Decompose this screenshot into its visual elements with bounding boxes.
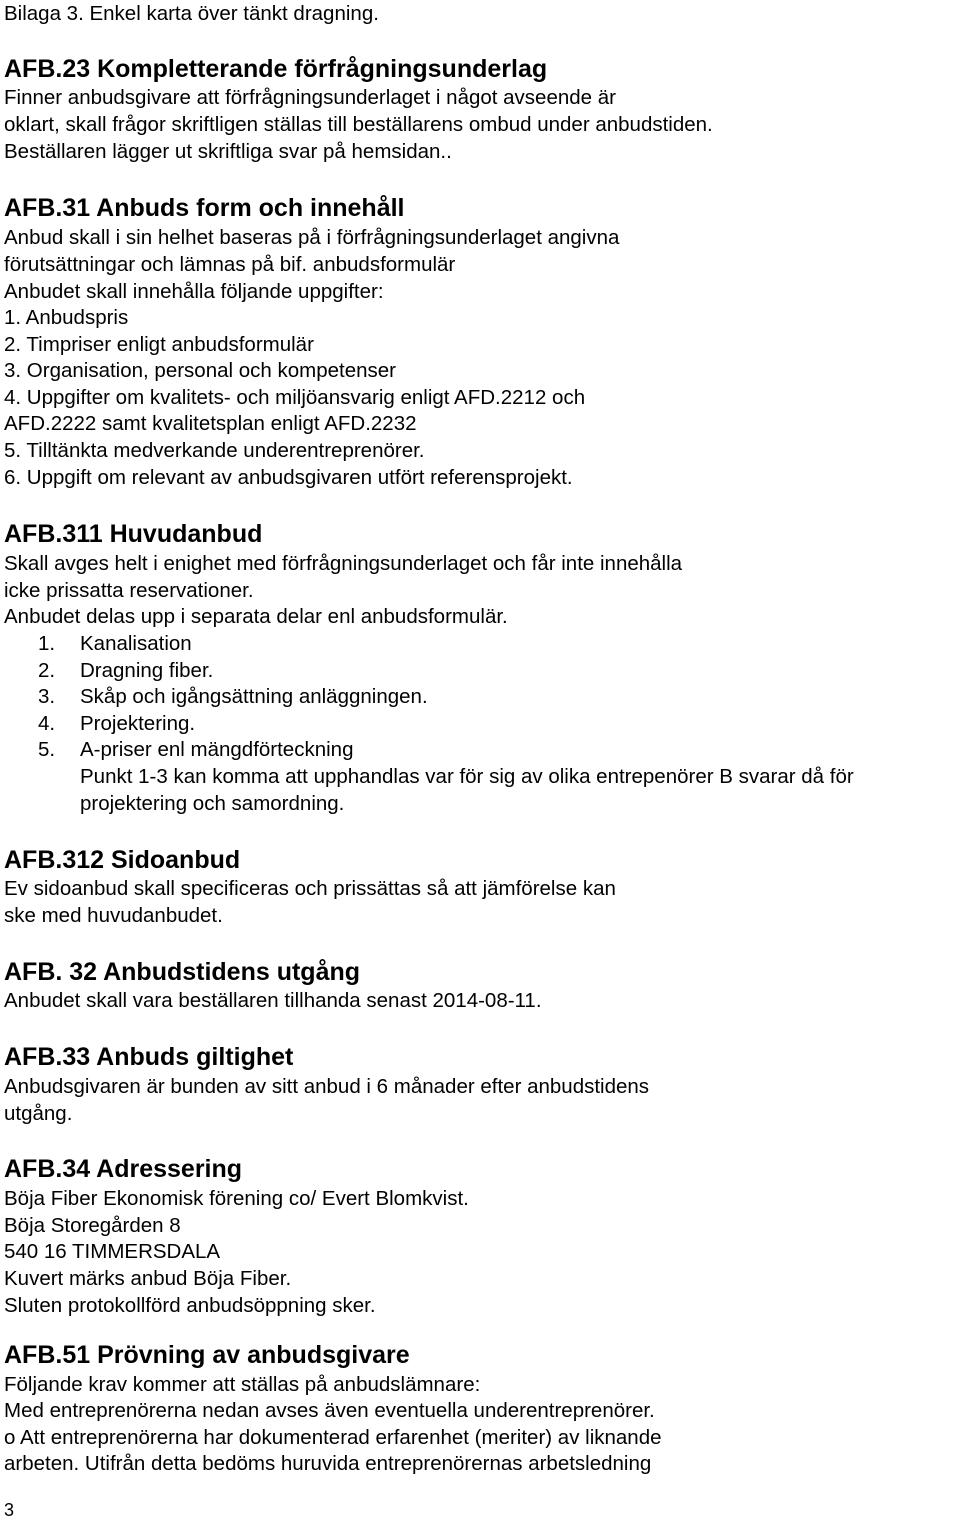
- section-heading-afb312: AFB.312 Sidoanbud: [4, 846, 241, 874]
- body-line: utgång.: [4, 1102, 73, 1125]
- section-heading-afb51: AFB.51 Prövning av anbudsgivare: [4, 1341, 410, 1369]
- body-line: Sluten protokollförd anbudsöppning sker.: [4, 1294, 376, 1317]
- address-line: 540 16 TIMMERSDALA: [4, 1240, 221, 1263]
- list-item: 3. Organisation, personal och kompetenser: [4, 359, 397, 382]
- list-number: 3.: [38, 685, 56, 708]
- body-line: arbeten. Utifrån detta bedöms huruvida entreprenörernas arbetsledning: [4, 1452, 652, 1475]
- list-item: Dragning fiber.: [80, 659, 214, 682]
- body-line: Med entreprenörerna nedan avses även eventuella underentreprenörer.: [4, 1399, 655, 1422]
- list-number: 1.: [38, 632, 56, 655]
- body-line: o Att entreprenörerna har dokumenterad erfarenhet (meriter) av liknande: [4, 1426, 662, 1449]
- list-item: AFD.2222 samt kvalitetsplan enligt AFD.2232: [4, 412, 417, 435]
- list-item: 2. Timpriser enligt anbudsformulär: [4, 333, 314, 356]
- list-number: 2.: [38, 659, 56, 682]
- body-line: Ev sidoanbud skall specificeras och prissättas så att jämförelse kan: [4, 877, 616, 900]
- body-line: Följande krav kommer att ställas på anbudslämnare:: [4, 1373, 481, 1396]
- list-item: 5. Tilltänkta medverkande underentreprenörer.: [4, 439, 425, 462]
- page-number: 3: [4, 1500, 15, 1520]
- body-line: Anbudet skall innehålla följande uppgifter:: [4, 280, 384, 303]
- list-item: Skåp och igångsättning anläggningen.: [80, 685, 428, 708]
- body-line: förutsättningar och lämnas på bif. anbudsformulär: [4, 253, 456, 276]
- address-line: Böja Fiber Ekonomisk förening co/ Evert Blomkvist.: [4, 1187, 469, 1210]
- list-item: Kanalisation: [80, 632, 192, 655]
- address-line: Böja Storegården 8: [4, 1214, 181, 1237]
- section-heading-afb33: AFB.33 Anbuds giltighet: [4, 1043, 294, 1071]
- section-heading-afb32: AFB. 32 Anbudstidens utgång: [4, 958, 361, 986]
- section-heading-afb34: AFB.34 Adressering: [4, 1155, 243, 1183]
- list-item: 1. Anbudspris: [4, 306, 129, 329]
- body-line: Finner anbudsgivare att förfrågningsunderlaget i något avseende är: [4, 86, 616, 109]
- body-line: Anbudsgivaren är bunden av sitt anbud i 6 månader efter anbudstidens: [4, 1075, 650, 1098]
- body-line: Beställaren lägger ut skriftliga svar på hemsidan..: [4, 140, 452, 163]
- section-heading-afb23: AFB.23 Kompletterande förfrågningsunderlag: [4, 55, 548, 83]
- body-line: projektering och samordning.: [80, 792, 345, 815]
- body-line: Kuvert märks anbud Böja Fiber.: [4, 1267, 292, 1290]
- list-item: 6. Uppgift om relevant av anbudsgivaren utfört referensprojekt.: [4, 466, 573, 489]
- body-line: ske med huvudanbudet.: [4, 904, 223, 927]
- body-line: oklart, skall frågor skriftligen ställas till beställarens ombud under anbudstiden.: [4, 113, 713, 136]
- body-line: Anbudet skall vara beställaren tillhanda senast 2014-08-11.: [4, 989, 542, 1012]
- body-line: Punkt 1-3 kan komma att upphandlas var för sig av olika entrepenörer B svarar då för: [80, 765, 854, 788]
- list-number: 4.: [38, 712, 56, 735]
- body-line: Anbudet delas upp i separata delar enl anbudsformulär.: [4, 605, 508, 628]
- list-number: 5.: [38, 738, 56, 761]
- list-item: A-priser enl mängdförteckning: [80, 738, 354, 761]
- body-line: icke prissatta reservationer.: [4, 579, 254, 602]
- body-line: Skall avges helt i enighet med förfrågningsunderlaget och får inte innehålla: [4, 552, 683, 575]
- list-item: 4. Uppgifter om kvalitets- och miljöansvarig enligt AFD.2212 och: [4, 386, 586, 409]
- list-item: Projektering.: [80, 712, 196, 735]
- section-heading-afb311: AFB.311 Huvudanbud: [4, 520, 263, 548]
- intro-line: Bilaga 3. Enkel karta över tänkt dragning.: [4, 2, 379, 25]
- body-line: Anbud skall i sin helhet baseras på i förfrågningsunderlaget angivna: [4, 226, 620, 249]
- section-heading-afb31: AFB.31 Anbuds form och innehåll: [4, 194, 405, 222]
